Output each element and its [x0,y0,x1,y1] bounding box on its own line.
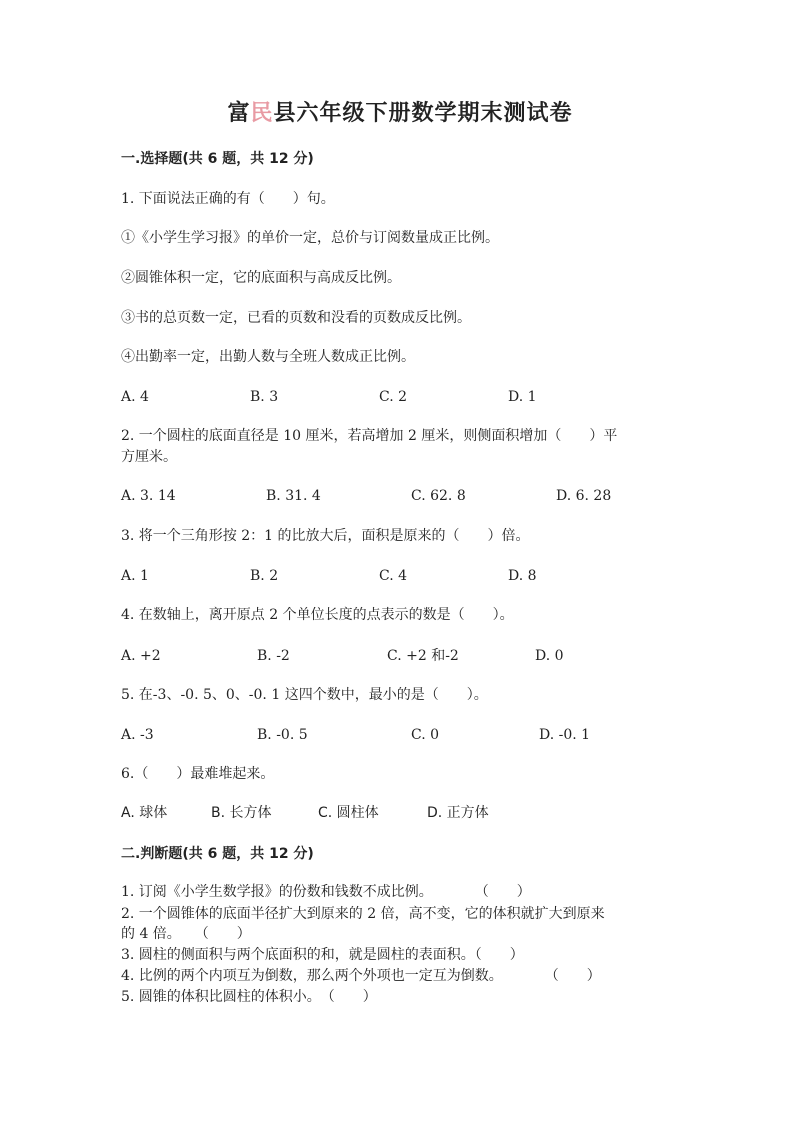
q1-option-a: A. 4 [121,389,149,405]
q2-option-c: C. 62. 8 [411,488,466,504]
q1-statement-1: ①《小学生学习报》的单价一定，总价与订阅数量成正比例。 [121,230,499,246]
title-part-3: 县六年级下册数学期末测试卷 [273,100,573,126]
q1-option-d: D. 1 [508,389,537,405]
q6-option-c: C. 圆柱体 [318,805,379,821]
section-1-heading: 一.选择题(共 6 题，共 12 分) [121,151,314,167]
q1-stem: 1. 下面说法正确的有（ ）句。 [121,191,335,207]
q6-option-a: A. 球体 [121,805,168,821]
q6-option-b: B. 长方体 [211,805,272,821]
q1-option-c: C. 2 [379,389,408,405]
q1-statement-4: ④出勤率一定，出勤人数与全班人数成正比例。 [121,349,415,365]
q5-option-c: C. 0 [411,727,440,743]
q4-option-b: B. -2 [257,648,290,664]
q3-option-a: A. 1 [121,568,149,584]
q4-option-d: D. 0 [535,648,564,664]
judge-2-line-1: 2. 一个圆锥体的底面半径扩大到原来的 2 倍，高不变，它的体积就扩大到原来 [121,906,605,922]
q2-stem-line-1: 2. 一个圆柱的底面直径是 10 厘米，若高增加 2 厘米，则侧面积增加（ ）平 [121,428,618,444]
q5-option-a: A. -3 [121,727,154,743]
q5-option-d: D. -0. 1 [539,727,591,743]
q5-option-b: B. -0. 5 [257,727,308,743]
judge-5: 5. 圆锥的体积比圆柱的体积小。 （ ） [121,989,377,1005]
title-part-2: 民 [250,100,274,126]
q6-stem: 6.（ ）最难堆起来。 [121,766,275,782]
section-2-heading: 二.判断题(共 6 题，共 12 分) [121,846,314,862]
q1-statement-3: ③书的总页数一定，已看的页数和没看的页数成反比例。 [121,310,471,326]
q2-option-d: D. 6. 28 [556,488,612,504]
judge-4: 4. 比例的两个内项互为倒数，那么两个外项也一定互为倒数。 （ ） [121,968,601,984]
title-part-1: 富 [227,100,251,126]
q2-option-b: B. 31. 4 [266,488,321,504]
q1-statement-2: ②圆锥体积一定，它的底面积与高成反比例。 [121,270,401,286]
q2-option-a: A. 3. 14 [121,488,176,504]
q5-stem: 5. 在-3、-0. 5、0、-0. 1 这四个数中，最小的是（ ）。 [121,687,488,703]
q4-option-a: A. +2 [121,648,161,664]
q4-stem: 4. 在数轴上，离开原点 2 个单位长度的点表示的数是（ ）。 [121,607,514,623]
q1-option-b: B. 3 [250,389,279,405]
q3-option-c: C. 4 [379,568,408,584]
page-title [0,96,800,127]
q4-option-c: C. +2 和-2 [387,648,459,664]
q3-option-b: B. 2 [250,568,279,584]
judge-3: 3. 圆柱的侧面积与两个底面积的和，就是圆柱的表面积。（ ） [121,947,524,963]
q3-stem: 3. 将一个三角形按 2：1 的比放大后，面积是原来的（ ）倍。 [121,528,530,544]
q6-option-d: D. 正方体 [427,805,489,821]
judge-2-line-2: 的 4 倍。 （ ） [121,926,251,942]
q3-option-d: D. 8 [508,568,537,584]
q2-stem-line-2: 方厘米。 [121,449,177,465]
judge-1: 1. 订阅《小学生数学报》的份数和钱数不成比例。 （ ） [121,884,531,900]
